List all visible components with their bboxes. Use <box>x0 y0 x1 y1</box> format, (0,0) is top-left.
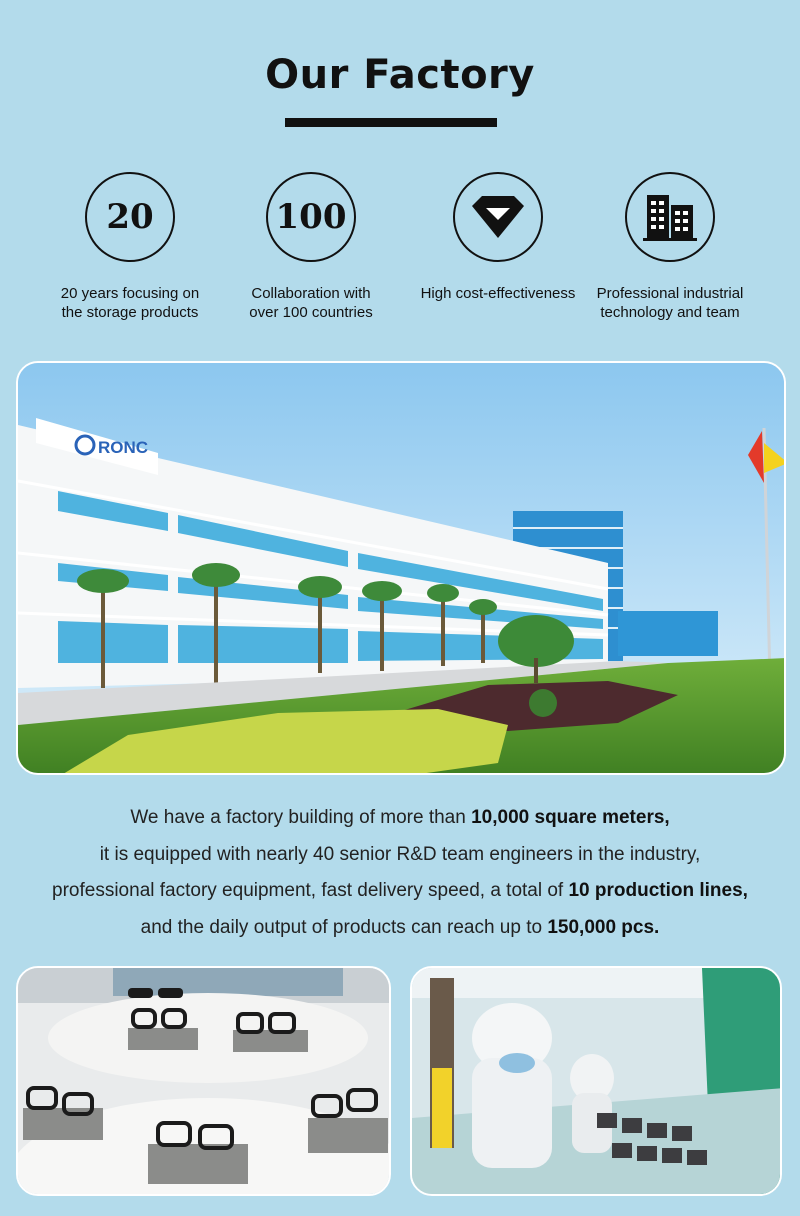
feature-technology <box>575 172 765 322</box>
description-line: and the daily output of products can reach up to 150,000 pcs. <box>140 916 660 938</box>
feature-years <box>35 172 225 322</box>
factory-description <box>0 800 800 946</box>
description-line: We have a factory building of more than 10,000 square meters, <box>130 807 670 828</box>
feature-caption: 20 years focusing on the storage products <box>60 285 200 321</box>
description-line: it is equipped with nearly 40 senior R&D team engineers in the industry, <box>99 843 701 865</box>
title-underline <box>285 118 497 127</box>
production-line-photo <box>410 966 782 1196</box>
years-value: 20 <box>106 197 154 237</box>
countries-value: 100 <box>275 197 347 237</box>
factory-sign: RONC <box>98 438 149 457</box>
countries-badge <box>266 172 356 262</box>
feature-caption: Collaboration with over 100 countries <box>249 285 373 321</box>
description-line: professional factory equipment, fast delivery speed, a total of 10 production lines, <box>52 880 748 901</box>
technology-badge <box>625 172 715 262</box>
feature-caption: Professional industrial technology and team <box>596 285 744 321</box>
feature-cost <box>403 172 593 303</box>
cost-badge <box>453 172 543 262</box>
feature-caption: High cost-effectiveness <box>420 285 576 302</box>
years-badge <box>85 172 175 262</box>
page-title: Our Factory <box>265 52 535 98</box>
showroom-photo <box>16 966 391 1196</box>
feature-countries <box>216 172 406 322</box>
factory-photo <box>16 361 786 775</box>
building-icon <box>643 193 697 241</box>
diamond-icon <box>470 194 526 240</box>
